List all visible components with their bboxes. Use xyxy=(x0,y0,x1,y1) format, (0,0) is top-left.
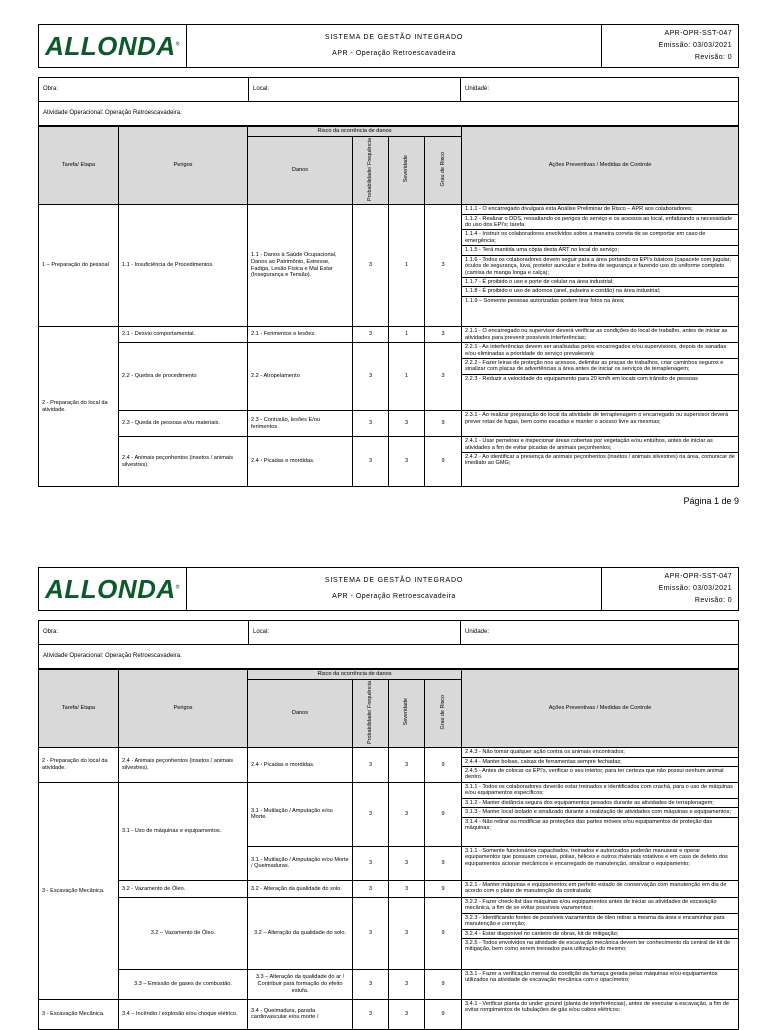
col-risco: Risco da ocorrência de danos xyxy=(248,127,462,137)
table-row: 3 - Escavação Mecânica. 3.4 – Incêndio / explosão e/ou choque elétrico. 3.4 - Queimadura, parada cardiovascular e/ou morte / 3 3 9 3.4.1 - Verificar planta do under ground (planta de interferências), antes de executar a escavação, a fim de evitar rompimentos de tubulações de gás e/ou cabos elétricos; xyxy=(39,999,739,1029)
header-title-block xyxy=(187,568,602,610)
col-acoes: Ações Preventivas / Medidas de Controle xyxy=(462,127,739,205)
apr-table-page-2 xyxy=(38,669,739,1030)
atividade-field: Atividade Operacional: Operação Retroescavadeira. xyxy=(39,645,739,669)
header-title-block xyxy=(187,25,602,67)
col-tarefa: Tarefa/ Etapa xyxy=(39,127,119,205)
col-perigos: Perigos xyxy=(119,670,248,748)
table-row: 2.2 - Quebra de procedimento 2.2 - Atropelamento 3 1 3 2.2.1 - As interferências devem ser analisadas pelos encarregados e/ou supervisores, depois de sanadas e/ou eliminadas a prioridade do serviço prevalecerá; 2.2.2 - Fazer leiras de proteção nos acessos, delimitar as praças de trabalhos, criar caminhos seguros e sinalizar com placas de advertências a área antes de iniciar os serviços de terraplenagem; 2.2.3 - Reduzir a velocidade do equipamento para 20 km/h em locais com trânsito de pessoas xyxy=(39,343,739,411)
obra-field: Obra: xyxy=(39,78,249,102)
doc-emission: Emissão: 03/03/2021 xyxy=(658,41,732,49)
col-risco: Risco da ocorrência de danos xyxy=(248,670,462,680)
col-danos: Danos xyxy=(248,136,353,205)
system-title: SISTEMA DE GESTÃO INTEGRADO xyxy=(324,576,464,584)
local-field: Local: xyxy=(249,621,461,645)
document-header xyxy=(38,567,739,611)
table-row: 3.2 – Vazamento de Óleo. 3.2 – Alteração da qualidade do solo. 3 3 9 3.2.2 - Fazer check-list das máquinas e/ou equipamentos antes de iniciar as atividades de escavação mecânica, a fim de se evitar possíveis vazamentos; 3.2.3 - Identificando fontes de possíveis vazamentos de óleo retirar a mesma da área e encaminhar para manutenção e correção; 3.2.4 - Estar disponível no canteiro de obras, kit de mitigação; 3.2.5 - Todos envolvidos na atividade de escavação mecânica devem ter conhecimento da central de kit de mitigação, bem como serem treinados para utilização do mesmo; xyxy=(39,897,739,969)
unidade-field: Unidade: xyxy=(461,621,739,645)
doc-code: APR-OPR-SST-047 xyxy=(664,29,732,37)
table-row: 2.3 - Queda de pessoas e/ou materiais. 2.3 - Contusão, lesões E/ou ferimentos. 3 3 9 2.3.1 - Ao realizar preparação do local da atividade de terraplenagem o encarregado ou supervisor deverá prever rotas de fugas, bem como escadas e manter o acesso livre as mesmas; xyxy=(39,411,739,437)
apr-title: APR - Operação Retroescavadeira xyxy=(332,592,456,600)
col-tarefa: Tarefa/ Etapa xyxy=(39,670,119,748)
doc-revision: Revisão: 0 xyxy=(694,596,732,604)
table-row: 2.4 - Animais peçonhentos (insetos / animais silvestres). 2.4 - Picadas e mordidas. 3 3 9 2.4.1 - Usar perneiras e inspecionar áreas cobertas por vegetação e/ou entulhos, antes de iniciar as atividades a fim de evitar picadas de animais peçonhentos; 2.4.2 - Ao identificar a presença de animais peçonhentos (insetos / animais silvestres) na área, comunicar de imediato ao GMG; xyxy=(39,437,739,487)
apr-title: APR - Operação Retroescavadeira xyxy=(332,49,456,57)
doc-revision: Revisão: 0 xyxy=(694,53,732,61)
apr-table-page-1 xyxy=(38,126,739,487)
page-number: Página 1 de 9 xyxy=(683,496,739,506)
system-title: SISTEMA DE GESTÃO INTEGRADO xyxy=(324,33,464,41)
header-doc-info xyxy=(602,25,738,67)
table-row: 3.1 - Mutilação / Amputação e/ou Morte / Queimaduras. 3 3 9 3.1.1 - Somente funcionários capacitados, treinados e autorizados poderão manusear e operar equipamentos que possuam correias, polias, hélices e outros materiais rotativos e em caso de defeito dos equipamentos acionar mecânicos e encarregado de manutenção, sinalizar o equipamento; xyxy=(39,846,739,880)
header-doc-info xyxy=(602,568,738,610)
document-page-1 xyxy=(38,24,739,506)
allonda-logo: ALLONDA® xyxy=(45,30,180,61)
table-row: 3.2 - Vazamento de Óleo. 3.2 - Alteração da qualidade do solo. 3 3 9 3.2.1 - Manter máquinas e equipamentos em perfeito estado de conservação com manutenção em dia de acordo com o plano de manutenção da contratada; xyxy=(39,880,739,897)
table-row: 2 - Preparação do local da atividade. 2.4 - Animais peçonhentos (insetos / animais silvestres). 2.4 - Picadas e mordidas. 3 3 9 2.4.3 - Não tomar qualquer ação contra os animais encontrados; 2.4.4 - Manter bolsas, caixas de ferramentas sempre fechadas; 2.4.5 - Antes de colocar os EPI's, verificar o seu interior, para ter certeza que não possui nenhum animal dentro. xyxy=(39,748,739,783)
obra-field: Obra: xyxy=(39,621,249,645)
col-acoes: Ações Preventivas / Medidas de Controle xyxy=(462,670,739,748)
logo-box xyxy=(39,568,187,610)
meta-table xyxy=(38,620,739,669)
col-sev: Severidade xyxy=(389,679,425,748)
meta-table xyxy=(38,77,739,126)
col-danos: Danos xyxy=(248,679,353,748)
col-grau: Grau de Risco xyxy=(425,679,462,748)
document-header xyxy=(38,24,739,68)
allonda-logo: ALLONDA® xyxy=(45,573,180,604)
col-perigos: Perigos xyxy=(119,127,248,205)
col-prob: Probabilidade/ Frequência xyxy=(353,136,389,205)
logo-box xyxy=(39,25,187,67)
table-row: 3 - Escavação Mecânica. 3.1 - Uso de máquinas e equipamentos. 3.1 - Mutilação / Amputação e/ou Morte. 3 3 9 3.1.1 - Todos os colaboradores deverão estar treinados e identificados com crachá, para o uso de máquinas e/ou equipamentos específicos; 3.1.2 - Manter distância segura dos equipamentos pesados durante as atividades de terraplenagem; 3.1.3 - Manter local isolado e sinalizado durante a realização de atividades com máquinas e equipamentos; 3.1.4 - Não retirar ou modificar as proteções das partes móveis e/ou equipamentos de proteção das máquinas; xyxy=(39,782,739,846)
col-sev: Severidade xyxy=(389,136,425,205)
col-prob: Probabilidade/ Frequência xyxy=(353,679,389,748)
unidade-field: Unidade: xyxy=(461,78,739,102)
table-row: 2 - Preparação do local da atividade. 2.1 - Desvio comportamental. 2.1 - Ferimentos e lesões. 3 1 3 2.1.1 - O encarregado ou supervisor deverá verificar as condições do local de trabalho, antes de iniciar as atividades para prevenir possíveis interferências; xyxy=(39,327,739,343)
table-row: 3.3 – Emissão de gases de combustão. 3.3 – Alteração da qualidade do ar / Contribuir para formação do efeito estufa. 3 3 9 3.3.1 - Fazer a verificação mensal da condição da fumaça gerada pelas máquinas e/ou equipamentos utilizados na atividade de escavação mecânica com o opacímetro; xyxy=(39,969,739,999)
table-row: 1 – Preparação do pessoal 1.1 - Insuficiência de Procedimentos. 1.1 - Danos à Saúde Ocupacional, Danos ao Patrimônio, Estresse, Fadiga, Lesão Física e Mal Estar (Insegurança e Tensão). 3 1 3 1.1.1 - O encarregado divulgará esta Análise Preliminar de Risco – APR aos colaboradores; 1.1.2 - Realizar o DDS, ressaltando os perigos do serviço e os acessos ao local, enfatizando a necessidade do uso dos EPI's; tarefa. 1.1.4 - Instruir os colaboradores envolvidos sobre a maneira correta de se comportar em caso de emergência; 1.1.5 - Terá mantida uma cópia desta ART no local do serviço; 1.1.6 - Todos os colaboradores devem seguir para a área portando os EPI's básicos (capacete com jugular, óculos de segurança, luva, protetor auricular e botina de segurança e fazendo uso do uniforme completo (camisa de manga longa e calça); 1.1.7 - É proibido o uso e porte de celular na área industrial; 1.1.8 - É proibido o uso de adornos (anel, pulseira e cordão) na área industrial; 1.1.9 – Somente pessoas autorizadas podem tirar fotos na área; xyxy=(39,205,739,327)
document-page-2 xyxy=(38,567,739,1030)
atividade-field: Atividade Operacional: Operação Retroescavadeira. xyxy=(39,102,739,126)
doc-code: APR-OPR-SST-047 xyxy=(664,572,732,580)
doc-emission: Emissão: 03/03/2021 xyxy=(658,584,732,592)
col-grau: Grau de Risco xyxy=(425,136,462,205)
local-field: Local: xyxy=(249,78,461,102)
